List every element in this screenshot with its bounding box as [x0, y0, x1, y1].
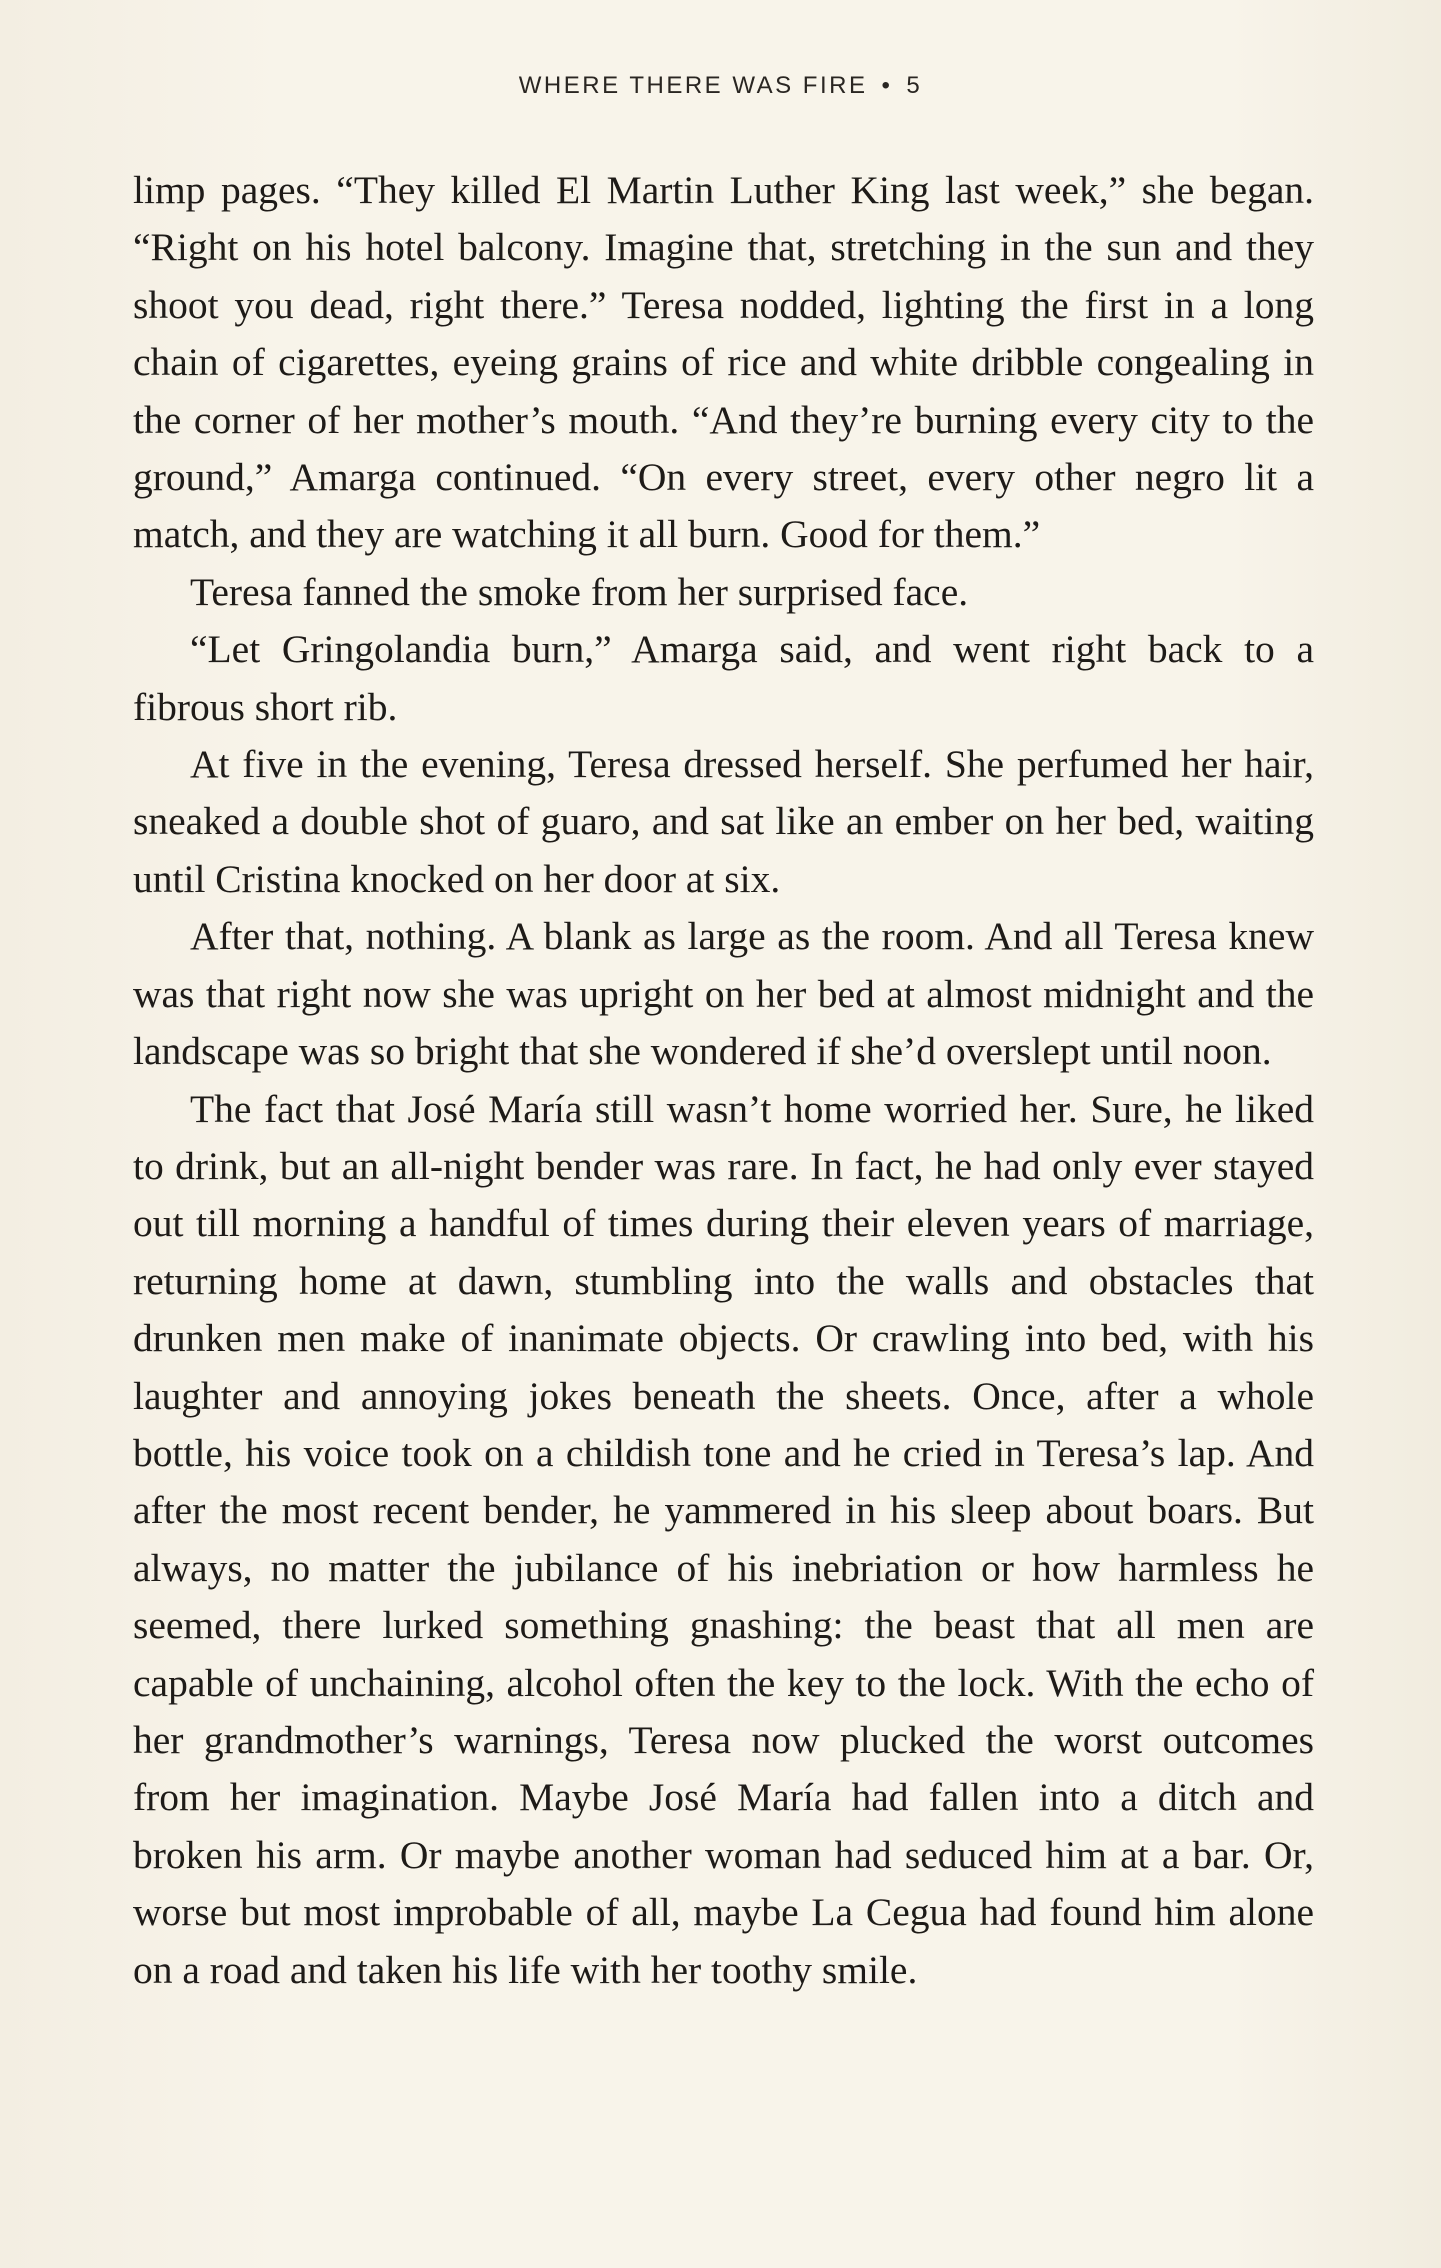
page-number: 5: [906, 72, 923, 99]
paragraph-6: The fact that José María still wasn’t home worried her. Sure, he liked to drink, but an all-night bender was rare. In fact, he had only ever stayed out till morning a handful of times during their eleven years of marriage, returning home at dawn, stumbling into the walls and obstacles that drunken men make of inanimate objects. Or crawling into bed, with his laughter and annoying jokes beneath the sheets. Once, after a whole bottle, his voice took on a childish tone and he cried in Teresa’s lap. And after the most recent bender, he yammered in his sleep about boars. But always, no matter the jubilance of his inebriation or how harmless he seemed, there lurked something gnashing: the beast that all men are capable of unchaining, alcohol often the key to the lock. With the echo of her grandmother’s warnings, Teresa now plucked the worst outcomes from her imagination. Maybe José María had fallen into a ditch and broken his arm. Or maybe another woman had seduced him at a bar. Or, worse but most improbable of all, maybe La Cegua had found him alone on a road and taken his life with her toothy smile.: [133, 1086, 1314, 1992]
paragraph-3: “Let Gringolandia burn,” Amarga said, and went right back to a fibrous short rib.: [133, 627, 1314, 729]
running-header: [0, 72, 1441, 100]
paragraph-2: Teresa fanned the smoke from her surprised face.: [190, 569, 969, 614]
paragraph-4: At five in the evening, Teresa dressed herself. She perfumed her hair, sneaked a double shot of guaro, and sat like an ember on her bed, waiting until Cristina knocked on her door at six.: [133, 742, 1314, 901]
paragraph-1: limp pages. “They killed El Martin Luther King last week,” she began. “Right on his hotel balcony. Imagine that, stretching in the sun and they shoot you dead, right there.” Teresa nodded, lighting the first in a long chain of cigarettes, eyeing grains of rice and white dribble congealing in the corner of her mother’s mouth. “And they’re burning every city to the ground,” Amarga continued. “On every street, every other negro lit a match, and they are watching it all burn. Good for them.”: [133, 168, 1314, 557]
paragraph-5: After that, nothing. A blank as large as the room. And all Teresa knew was that right now she was upright on her bed at almost midnight and the landscape was so bright that she wondered if she’d overslept until noon.: [133, 914, 1314, 1074]
body-text: [133, 162, 1314, 1999]
header-separator: •: [881, 72, 893, 99]
book-title: WHERE THERE WAS FIRE: [518, 72, 868, 99]
